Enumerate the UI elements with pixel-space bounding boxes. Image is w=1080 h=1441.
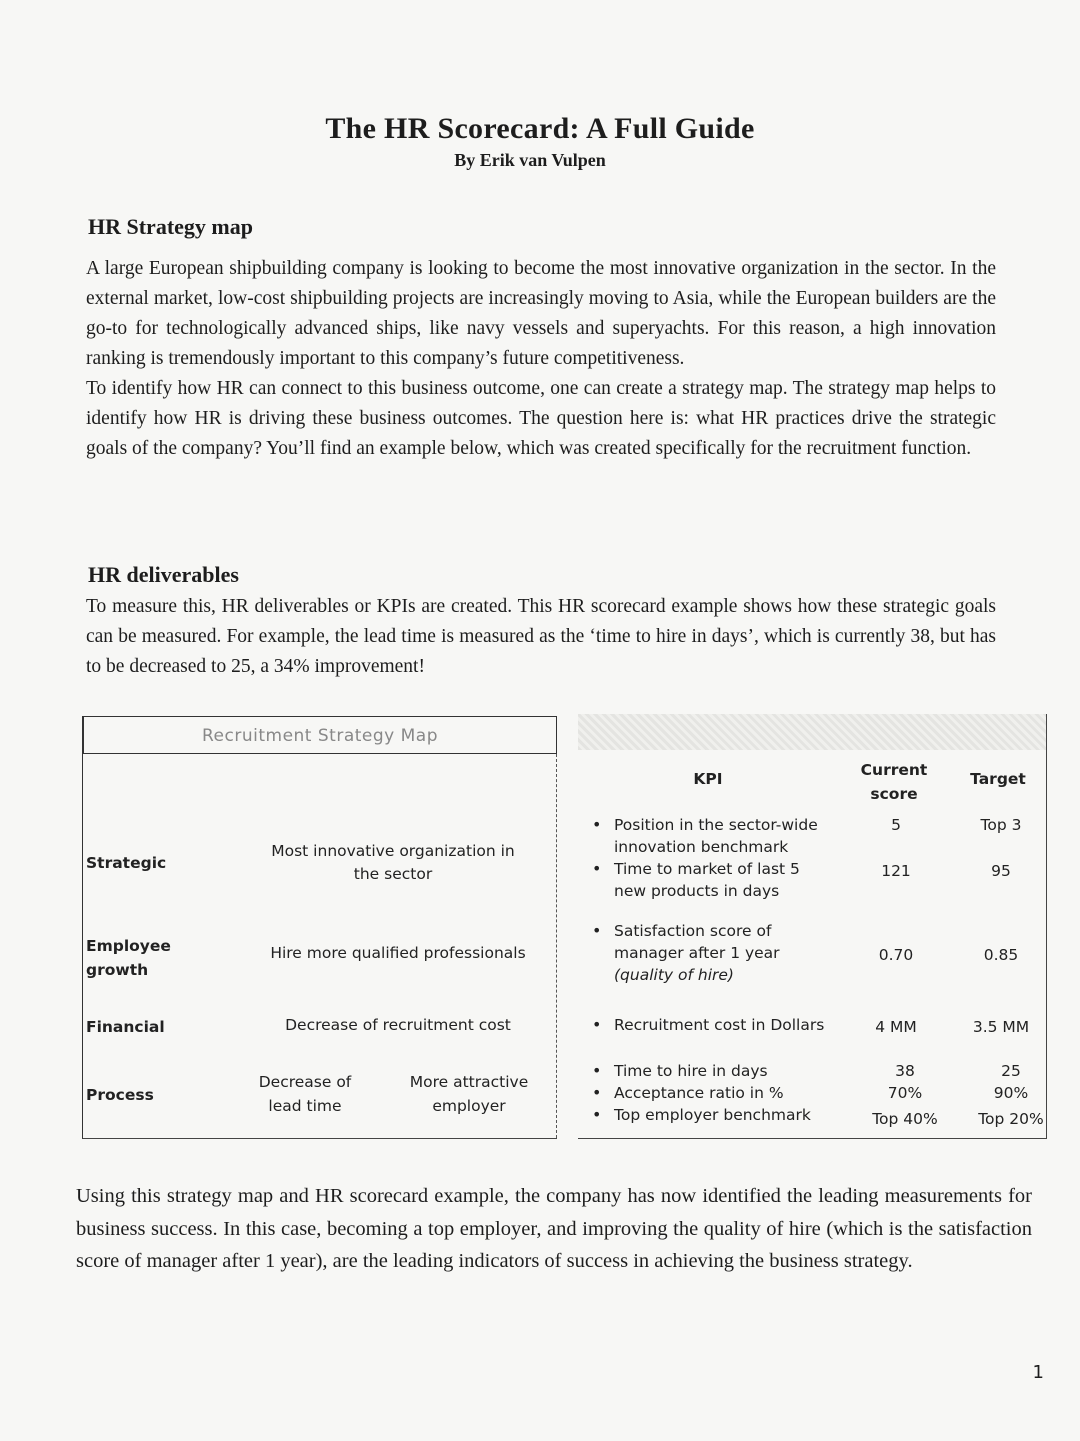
strategy-map-title: Recruitment Strategy Map: [83, 716, 557, 754]
kpi-header-shading: [578, 714, 1046, 750]
goal-decrease-cost: Decrease of recruitment cost: [285, 1016, 511, 1034]
target-value: Top 3: [980, 816, 1022, 834]
kpi-list-strategic: [588, 814, 828, 902]
kpi-item: • Time to hire in days: [588, 1060, 828, 1082]
current-score-column-header: Current score: [860, 761, 928, 803]
row-label-employee-growth: Employee growth: [86, 937, 171, 979]
current-value: 4 MM: [875, 1018, 917, 1036]
kpi-list-employee-growth: [588, 920, 818, 986]
kpi-item: • Time to market of last 5 new products in days: [588, 858, 828, 902]
page-number: 1: [1032, 1362, 1044, 1383]
goal-hire-qualified: Hire more qualified professionals: [270, 944, 526, 962]
target-value: 95: [991, 862, 1011, 880]
kpi-item: • Top employer benchmark: [588, 1104, 828, 1126]
kpi-column-header: KPI: [693, 770, 723, 788]
kpi-list-financial: [588, 1014, 828, 1036]
paragraph: A large European shipbuilding company is looking to become the most innovative organization in the sector. In the external market, low-cost shipbuilding projects are increasingly moving to Asia, while the European builders are the go-to for technologically advanced ships, like navy vessels and superyachts. For this reason, a high innovation ranking is tremendously important to this company’s future competitiveness.: [86, 258, 996, 369]
kpi-list-process: [588, 1060, 828, 1126]
column-divider: [556, 754, 557, 1138]
current-value: 70%: [887, 1084, 923, 1102]
row-label-strategic: Strategic: [86, 854, 167, 872]
section-heading-strategy-map: HR Strategy map: [88, 214, 253, 239]
kpi-text: Satisfaction score of manager after 1 year: [614, 922, 780, 962]
kpi-note: (quality of hire): [614, 966, 734, 984]
section-body-hr-deliverables: [86, 592, 996, 682]
target-value: 90%: [993, 1084, 1029, 1102]
document-author: By Erik van Vulpen: [454, 150, 606, 170]
target-value: Top 20%: [978, 1110, 1044, 1128]
target-value: 0.85: [983, 946, 1019, 964]
kpi-item: • Recruitment cost in Dollars: [588, 1014, 828, 1036]
row-label-financial: Financial: [86, 1018, 165, 1036]
section-body-strategy-map: [86, 254, 996, 464]
current-value: 5: [891, 816, 901, 834]
paragraph: To measure this, HR deliverables or KPIs are created. This HR scorecard example shows how these strategic goals can be measured. For example, the lead time is measured as the ‘time to hire in days’, which is currently 38, but has to be decreased to 25, a 34% improvement!: [86, 596, 996, 677]
document-title: The HR Scorecard: A Full Guide: [325, 112, 755, 145]
goal-attractive-employer: More attractive employer: [409, 1073, 529, 1115]
target-column-header: Target: [970, 770, 1026, 788]
current-value: 0.70: [878, 946, 914, 964]
current-value: Top 40%: [872, 1110, 938, 1128]
conclusion-paragraph: Using this strategy map and HR scorecard example, the company has now identified the leading measurements for business success. In this case, becoming a top employer, and improving the quality of hire (which is the satisfaction score of manager after 1 year), are the leading indicators of success in achieving the business strategy.: [76, 1185, 1032, 1272]
kpi-item: • Acceptance ratio in %: [588, 1082, 828, 1104]
goal-decrease-lead-time: Decrease of lead time: [258, 1073, 352, 1115]
section-heading-hr-deliverables: HR deliverables: [88, 562, 239, 587]
current-value: 38: [895, 1062, 915, 1080]
current-value: 121: [881, 862, 911, 880]
paragraph: To identify how HR can connect to this business outcome, one can create a strategy map. The strategy map helps to identify how HR is driving these business outcomes. The question here is: what HR practices drive the strategic goals of the company? You’ll find an example below, which was created specifically for the recruitment function.: [86, 378, 996, 459]
scorecard-diagram: [78, 714, 1046, 1140]
goal-most-innovative: Most innovative organization in the sector: [271, 842, 515, 883]
row-label-process: Process: [86, 1086, 154, 1104]
kpi-item: [588, 920, 818, 986]
kpi-item: • Position in the sector-wide innovation benchmark: [588, 814, 828, 858]
target-value: 25: [1001, 1062, 1021, 1080]
target-value: 3.5 MM: [972, 1018, 1030, 1036]
